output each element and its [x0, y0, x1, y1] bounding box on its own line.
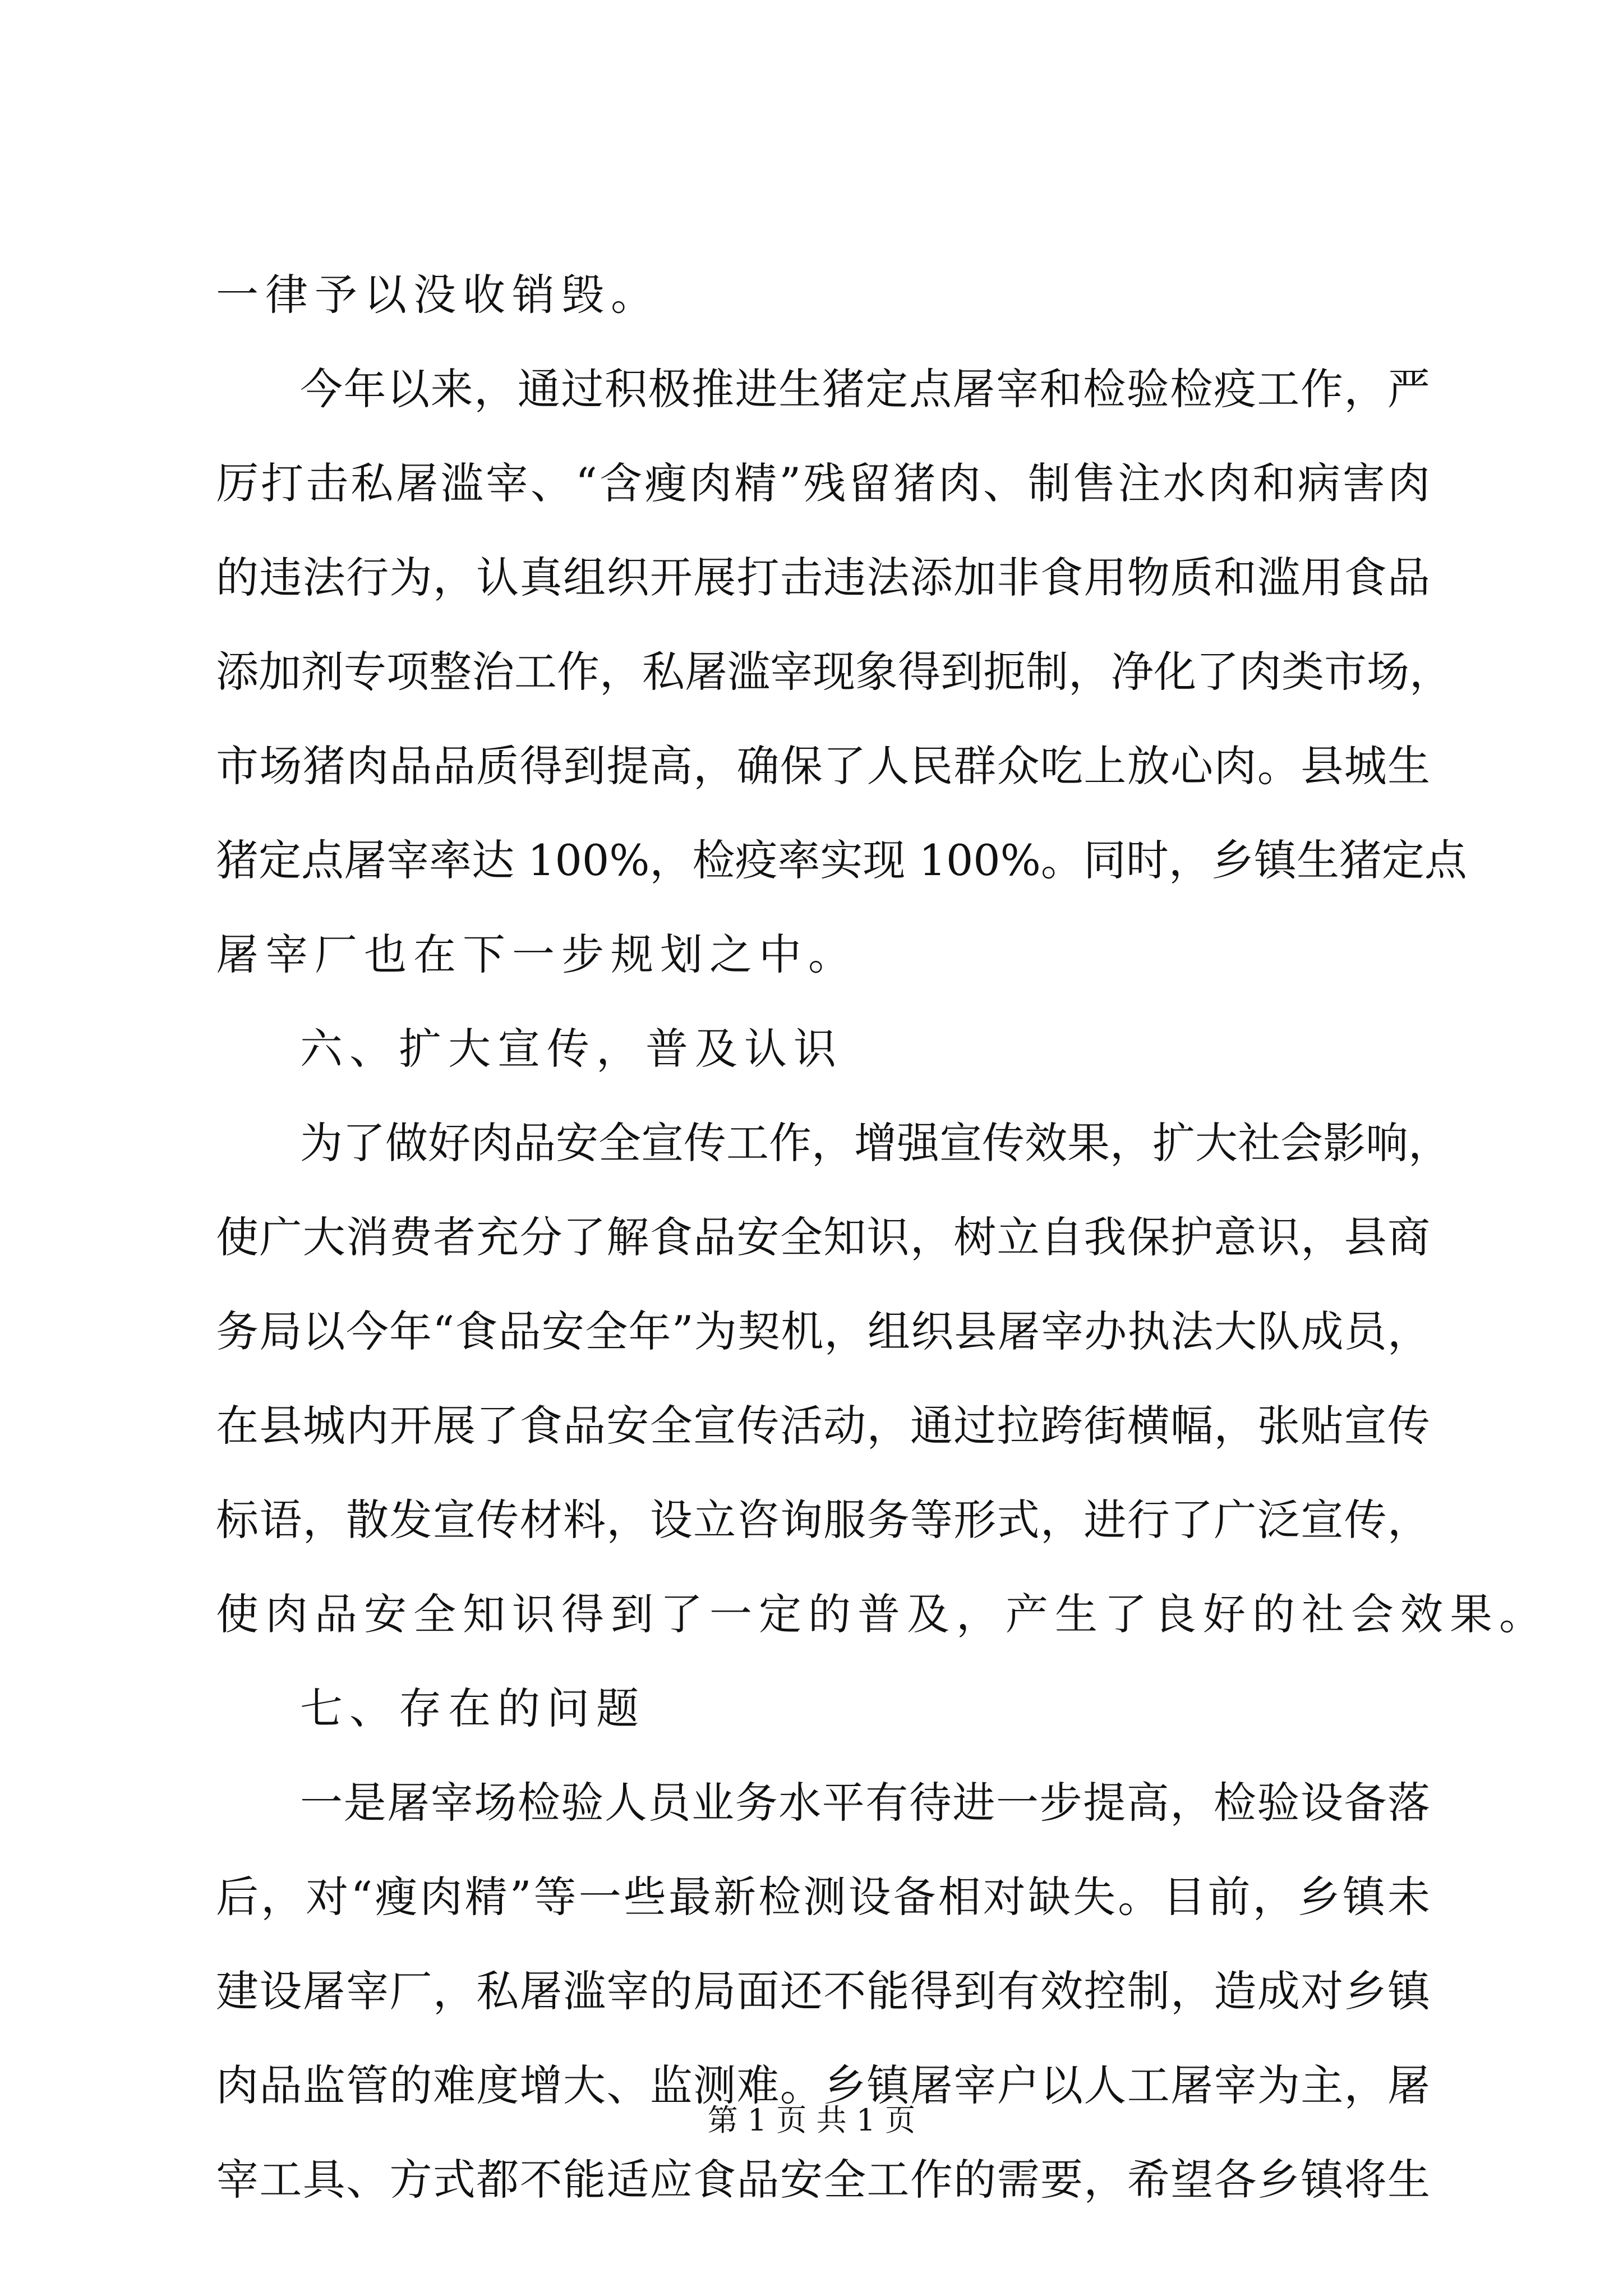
text-line: 一律予以没收销毁。 [216, 270, 660, 320]
text-line: 添加剂专项整治工作，私屠滥宰现象得到扼制，净化了肉类市场， [216, 647, 1452, 697]
text-line: 使肉品安全知识得到了一定的普及，产生了良好的社会效果。 [216, 1589, 1548, 1639]
document-body [216, 248, 1548, 2227]
text-line: 猪定点屠宰率达 100%，检疫率实现 100%。同时，乡镇生猪定点 [216, 835, 1467, 885]
text-line: 肉品监管的难度增大、监测难。乡镇屠宰户以人工屠宰为主，屠 [216, 2060, 1430, 2110]
text-line: 使广大消费者充分了解食品安全知识，树立自我保护意识，县商 [216, 1212, 1430, 1262]
text-line: 标语，散发宣传材料，设立咨询服务等形式，进行了广泛宣传， [216, 1495, 1430, 1545]
text-line: 一是屠宰场检验人员业务水平有待进一步提高，检验设备落 [300, 1778, 1430, 1828]
text-line: 厉打击私屠滥宰、“含瘦肉精”残留猪肉、制售注水肉和病害肉 [216, 458, 1430, 508]
section-heading: 七、存在的问题 [300, 1683, 645, 1733]
text-line: 建设屠宰厂，私屠滥宰的局面还不能得到有效控制，造成对乡镇 [216, 1966, 1430, 2016]
text-line: 务局以今年“食品安全年”为契机，组织县屠宰办执法大队成员， [216, 1306, 1430, 1356]
text-line: 今年以来，通过积极推进生猪定点屠宰和检验检疫工作，严 [300, 364, 1430, 414]
text-line: 的违法行为，认真组织开展打击违法添加非食用物质和滥用食品 [216, 553, 1430, 602]
text-line: 宰工具、方式都不能适应食品安全工作的需要，希望各乡镇将生 [216, 2155, 1430, 2205]
text-line: 市场猪肉品品质得到提高，确保了人民群众吃上放心肉。县城生 [216, 741, 1430, 791]
text-line: 屠宰厂也在下一步规划之中。 [216, 930, 857, 979]
text-line: 在县城内开展了食品安全宣传活动，通过拉跨街横幅，张贴宣传 [216, 1401, 1430, 1451]
page-number-footer: 第 1 页 共 1 页 [707, 2102, 916, 2138]
section-heading: 六、扩大宣传，普及认识 [300, 1024, 843, 1074]
text-line: 后，对“瘦肉精”等一些最新检测设备相对缺失。目前，乡镇未 [216, 1872, 1430, 1922]
text-line: 为了做好肉品安全宣传工作，增强宣传效果，扩大社会影响， [300, 1118, 1451, 1168]
